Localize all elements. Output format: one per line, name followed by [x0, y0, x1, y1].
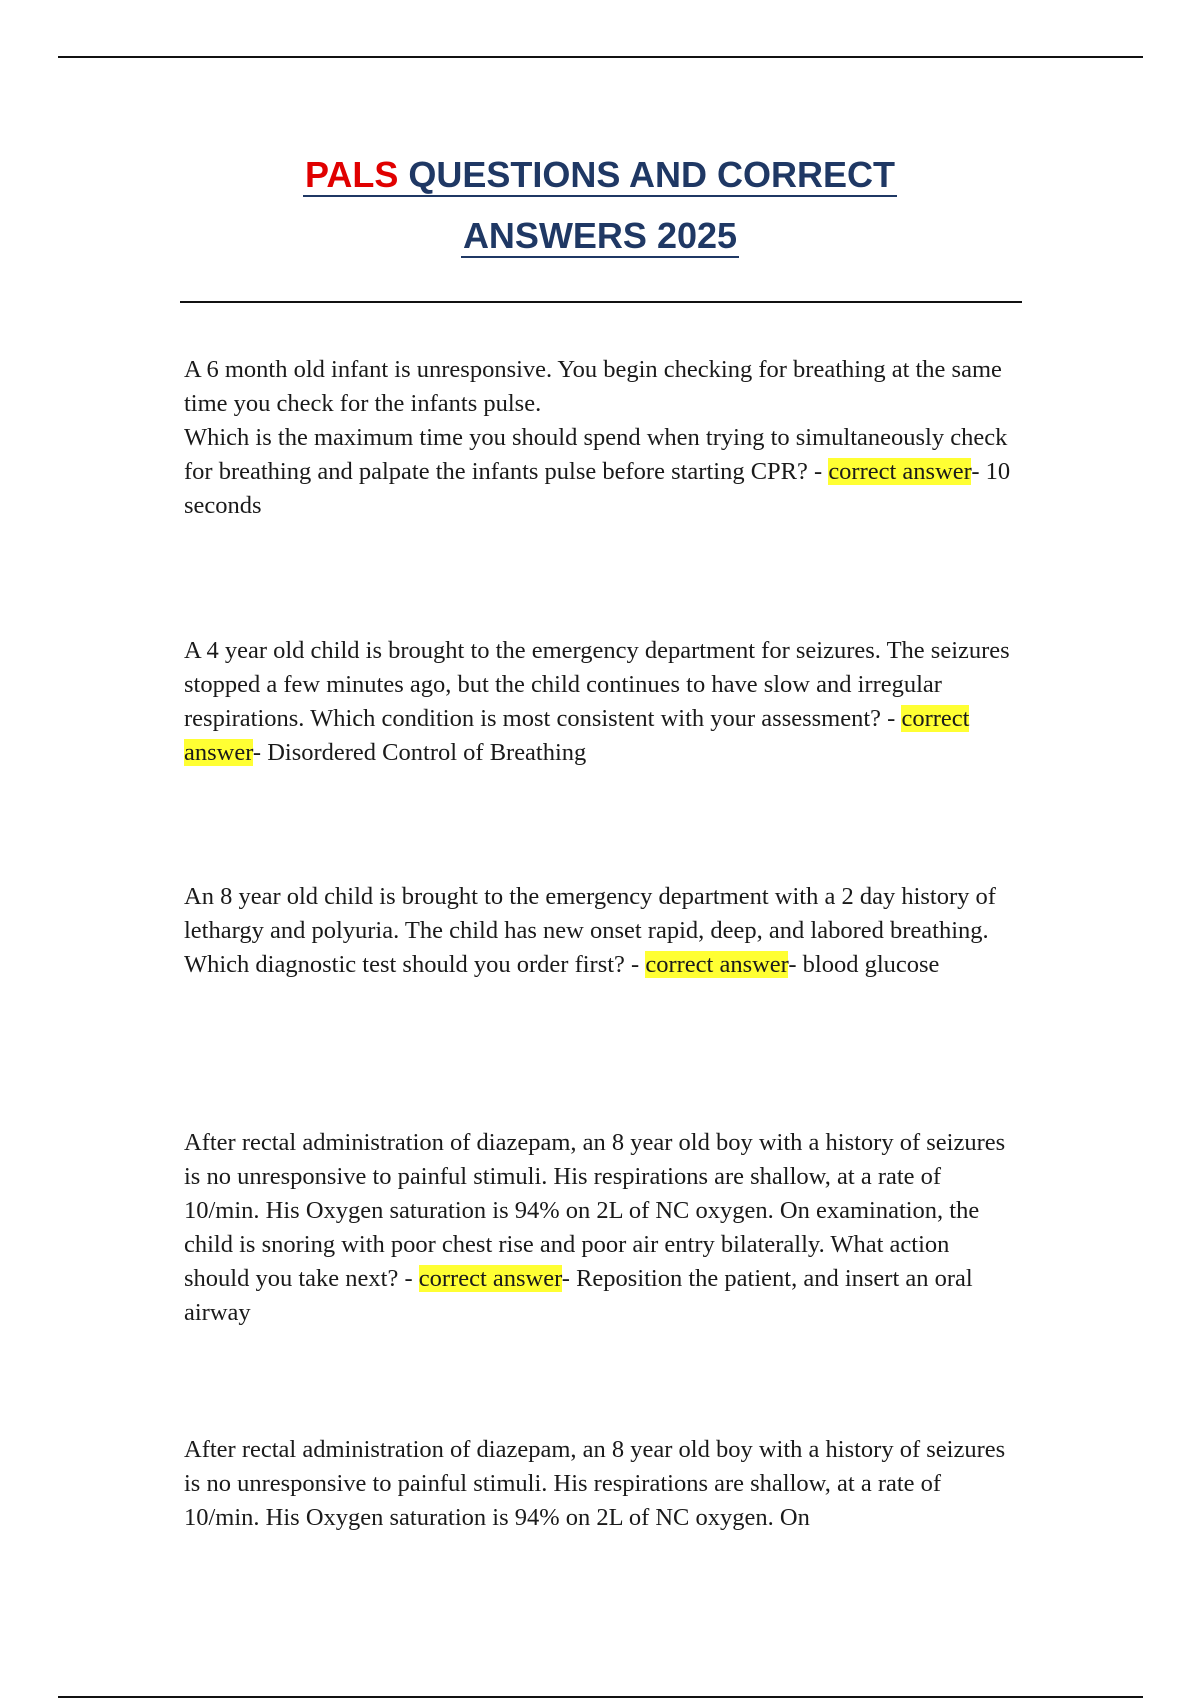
answer-text: - 10 seconds: [184, 458, 1011, 519]
qa-item-4: [184, 1126, 1014, 1330]
title-line-2: ANSWERS 2025: [462, 215, 738, 256]
question-text: An 8 year old child is brought to the emergency department with a 2 day history of lethargy and polyuria. The child has new onset rapid, deep, and labored breathing. Which diagnostic test should you order first? -: [184, 883, 996, 978]
question-text: A 6 month old infant is unresponsive. You begin checking for breathing at the same time you check for the infants pulse.: [184, 356, 1002, 417]
question-text-continued: Which is the maximum time you should spend when trying to simultaneously check for breathing and palpate the infants pulse before starting CPR? -: [184, 424, 1008, 485]
question-text: After rectal administration of diazepam, an 8 year old boy with a history of seizures is no unresponsive to painful stimuli. His respirations are shallow, at a rate of 10/min. His Oxygen saturation is 94% on 2L of NC oxygen. On examination, the child is snoring with poor chest rise and poor air entry bilaterally. What action should you take next? -: [184, 1129, 1006, 1292]
correct-answer-marker: correct answer: [828, 458, 972, 485]
correct-answer-marker: correct answer: [184, 705, 970, 766]
page-title: [0, 148, 1200, 270]
top-rule: [58, 56, 1143, 58]
title-line-1-text: QUESTIONS AND CORRECT: [398, 154, 896, 195]
qa-item-1: [184, 353, 1014, 523]
question-text: A 4 year old child is brought to the emergency department for seizures. The seizures stopped a few minutes ago, but the child continues to have slow and irregular respirations. Which condition is most consistent with your assessment? -: [184, 637, 1010, 732]
question-text: After rectal administration of diazepam, an 8 year old boy with a history of seizures is no unresponsive to painful stimuli. His respirations are shallow, at a rate of 10/min. His Oxygen saturation is 94% on 2L of NC oxygen. On: [184, 1436, 1006, 1531]
qa-item-5: [184, 1433, 1014, 1535]
title-line-1: [303, 155, 897, 197]
answer-text: - Disordered Control of Breathing: [252, 739, 587, 766]
correct-answer-marker: correct answer: [418, 1265, 562, 1292]
title-divider: [180, 301, 1022, 303]
bottom-rule: [58, 1696, 1143, 1698]
qa-item-2: [184, 634, 1014, 770]
answer-text: - blood glucose: [788, 951, 940, 978]
answer-text: - Reposition the patient, and insert an oral airway: [184, 1265, 973, 1326]
correct-answer-marker: correct answer: [645, 951, 789, 978]
title-brand: PALS: [304, 154, 399, 195]
qa-item-3: [184, 880, 1014, 982]
